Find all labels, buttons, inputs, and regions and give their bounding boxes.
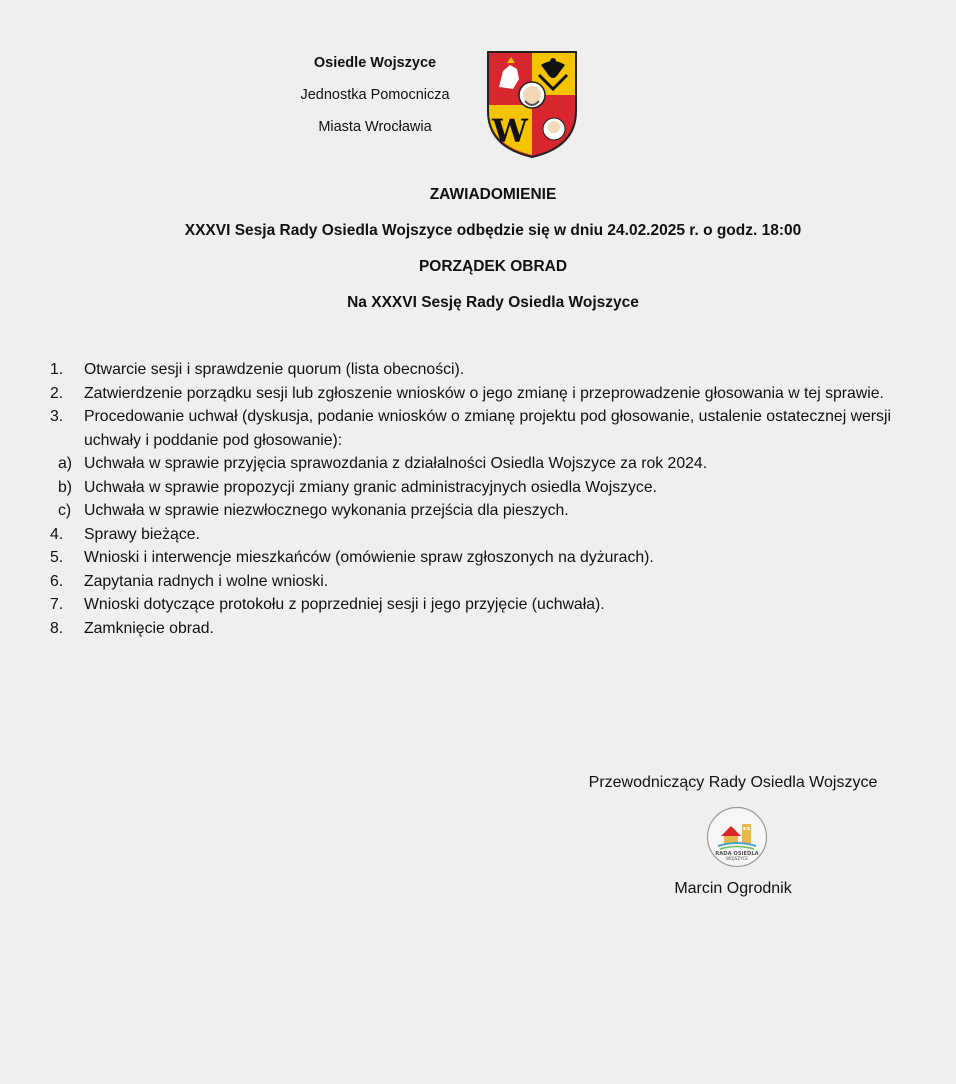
list-item-number: c)	[58, 502, 72, 519]
list-item-text: Uchwała w sprawie przyjęcia sprawozdania z działalności Osiedla Wojszyce za rok 2024.	[84, 455, 708, 472]
session-announcement: XXXVI Sesja Rady Osiedla Wojszyce odbędzie się w dniu 24.02.2025 r. o godz. 18:00	[184, 222, 802, 239]
council-logo-icon	[706, 806, 768, 868]
list-item-number: b)	[58, 478, 73, 496]
document-titles	[0, 183, 956, 327]
issuer-unit: Jednostka Pomocnicza	[300, 87, 450, 103]
list-item	[50, 546, 896, 570]
list-item-text: Wnioski dotyczące protokołu z poprzedniej sesji i jego przyjęcie (uchwała).	[84, 596, 605, 613]
list-item-text: Wnioski i interwencje mieszkańców (omówienie spraw zgłoszonych na dyżurach).	[84, 549, 654, 566]
list-item-number: 1.	[50, 361, 64, 378]
notice-heading: ZAWIADOMIENIE	[429, 186, 557, 203]
issuer-block	[280, 52, 470, 148]
list-item-text: Procedowanie uchwał (dyskusja, podanie wniosków o zmianę projektu pod głosowanie, ustalenie ostatecznej wersji uchwały i poddanie pod głosowanie):	[84, 408, 891, 449]
list-item-number: 7.	[50, 596, 64, 613]
wroclaw-coat-of-arms-icon	[485, 49, 579, 159]
list-item-text: Otwarcie sesji i sprawdzenie quorum (lista obecności).	[84, 361, 465, 378]
stamp-text-top: RADA OSIEDLA	[715, 851, 759, 857]
list-item	[50, 570, 896, 594]
issuer-city: Miasta Wrocławia	[318, 119, 432, 135]
list-item-number: 6.	[50, 572, 64, 590]
list-item-text: Zapytania radnych i wolne wnioski.	[84, 572, 329, 590]
list-item-text: Zatwierdzenie porządku sesji lub zgłoszenie wniosków o jego zmianę i przeprowadzenie głosowania w tej sprawie.	[84, 384, 884, 402]
signatory-title: Przewodniczący Rady Osiedla Wojszyce	[588, 774, 878, 791]
svg-text:W: W	[492, 112, 528, 150]
list-item	[50, 617, 896, 641]
list-item-text: Sprawy bieżące.	[84, 525, 200, 543]
list-item-number: 2.	[50, 384, 64, 402]
issuer-name: Osiedle Wojszyce	[313, 55, 437, 71]
list-item-text: Zamknięcie obrad.	[84, 619, 214, 637]
list-item	[50, 405, 896, 452]
list-item	[50, 523, 896, 547]
list-item	[50, 499, 896, 523]
list-item-number: 4.	[50, 525, 64, 543]
list-item	[50, 452, 896, 476]
list-item-number: 8.	[50, 619, 64, 637]
list-item	[50, 476, 896, 500]
list-item	[50, 358, 896, 382]
list-item	[50, 382, 896, 406]
signatory-name: Marcin Ogrodnik	[674, 880, 792, 897]
list-item-text: Uchwała w sprawie propozycji zmiany granic administracyjnych osiedla Wojszyce.	[84, 478, 657, 496]
list-item-number: 3.	[50, 408, 64, 425]
list-item-number: a)	[58, 455, 73, 472]
stamp-text-bottom: WOJSZYCE	[725, 856, 749, 861]
agenda-heading: PORZĄDEK OBRAD	[418, 258, 568, 275]
agenda-subheading: Na XXXVI Sesję Rady Osiedla Wojszyce	[347, 294, 639, 311]
agenda-list	[50, 358, 896, 640]
list-item-text: Uchwała w sprawie niezwłocznego wykonania przejścia dla pieszych.	[84, 502, 569, 519]
list-item	[50, 593, 896, 617]
list-item-number: 5.	[50, 549, 64, 566]
